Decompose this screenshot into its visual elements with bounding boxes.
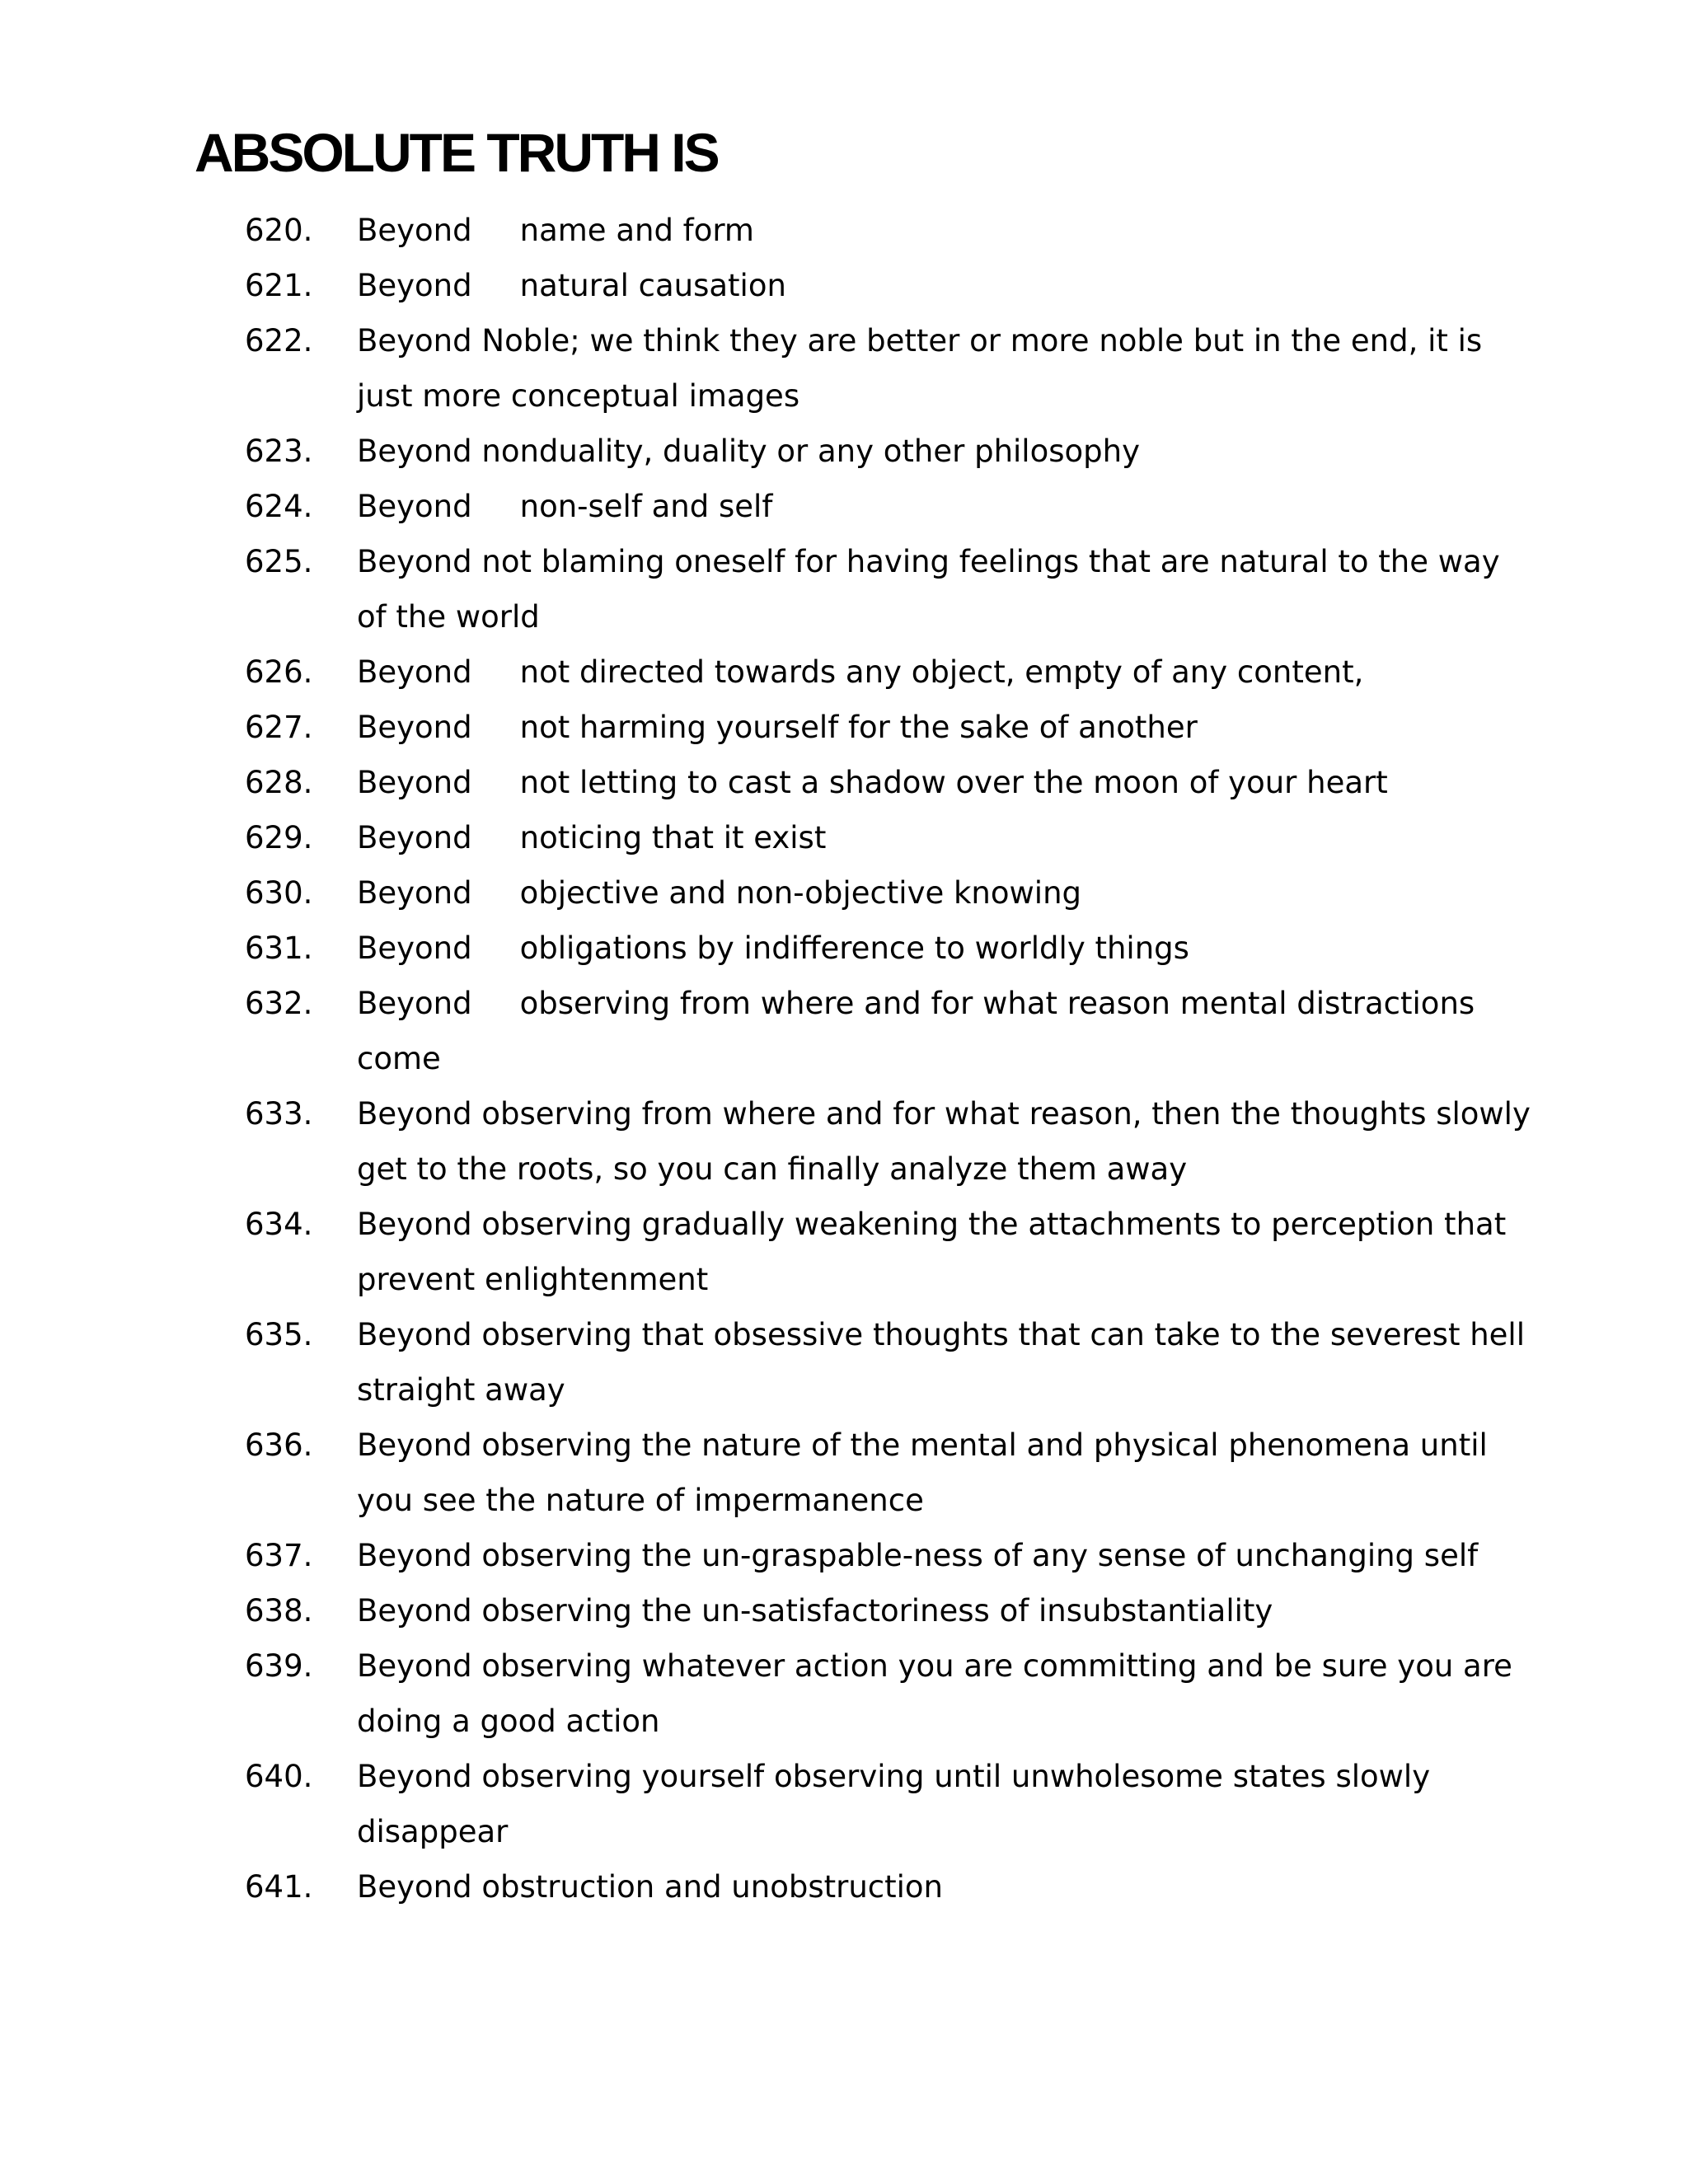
item-lead-word: Beyond bbox=[357, 434, 472, 469]
list-item bbox=[245, 644, 1531, 700]
item-text: observing the nature of the mental and physical phenomena until you see the nature of impermanence bbox=[357, 1427, 1488, 1518]
item-number: 628. bbox=[245, 765, 313, 800]
list-item bbox=[245, 1418, 1531, 1528]
item-text: not blaming oneself for having feelings that are natural to the way of the world bbox=[357, 544, 1500, 635]
list-item bbox=[245, 1583, 1531, 1638]
item-lead-word: Beyond bbox=[357, 986, 472, 1021]
item-lead-word: Beyond bbox=[357, 1759, 472, 1794]
item-number: 636. bbox=[245, 1427, 313, 1463]
item-lead-word: Beyond bbox=[357, 268, 472, 303]
list-item bbox=[245, 810, 1531, 865]
page-title: ABSOLUTE TRUTH IS bbox=[195, 122, 718, 183]
item-number: 626. bbox=[245, 654, 313, 690]
item-lead-word: Beyond bbox=[357, 765, 472, 800]
numbered-list bbox=[245, 203, 1531, 1915]
list-item bbox=[245, 1749, 1531, 1859]
list-item bbox=[245, 865, 1531, 921]
item-text: observing the un-satisfactoriness of insubstantiality bbox=[481, 1593, 1273, 1629]
item-lead-word: Beyond bbox=[357, 1427, 472, 1463]
list-item bbox=[245, 1859, 1531, 1915]
item-number: 624. bbox=[245, 489, 313, 524]
item-text: observing from where and for what reason mental distractions come bbox=[357, 986, 1475, 1076]
item-text: nonduality, duality or any other philosophy bbox=[481, 434, 1140, 469]
list-item bbox=[245, 203, 1531, 258]
list-item bbox=[245, 1307, 1531, 1418]
list-item bbox=[245, 1638, 1531, 1749]
item-number: 621. bbox=[245, 268, 313, 303]
item-lead-word: Beyond bbox=[357, 1207, 472, 1242]
item-text: observing yourself observing until unwholesome states slowly disappear bbox=[357, 1759, 1431, 1849]
item-number: 631. bbox=[245, 930, 313, 966]
item-text: observing gradually weakening the attachments to perception that prevent enlightenment bbox=[357, 1207, 1507, 1297]
item-lead-word: Beyond bbox=[357, 1317, 472, 1352]
item-lead-word: Beyond bbox=[357, 654, 472, 690]
list-item bbox=[245, 755, 1531, 810]
list-item bbox=[245, 976, 1531, 1086]
item-text: not harming yourself for the sake of another bbox=[519, 710, 1198, 745]
list-item bbox=[245, 1528, 1531, 1583]
list-item bbox=[245, 1197, 1531, 1307]
item-lead-word: Beyond bbox=[357, 710, 472, 745]
item-number: 622. bbox=[245, 323, 313, 359]
item-lead-word: Beyond bbox=[357, 1648, 472, 1684]
item-lead-word: Beyond bbox=[357, 1538, 472, 1573]
item-text: noticing that it exist bbox=[519, 820, 827, 855]
item-lead-word: Beyond bbox=[357, 875, 472, 911]
item-text: not directed towards any object, empty of any content, bbox=[519, 654, 1364, 690]
list-item bbox=[245, 921, 1531, 976]
item-number: 633. bbox=[245, 1096, 313, 1132]
item-number: 630. bbox=[245, 875, 313, 911]
item-text: observing from where and for what reason, then the thoughts slowly get to the roots, so you can finally analyze them away bbox=[357, 1096, 1531, 1187]
item-number: 627. bbox=[245, 710, 313, 745]
item-number: 639. bbox=[245, 1648, 313, 1684]
item-number: 632. bbox=[245, 986, 313, 1021]
list-item bbox=[245, 479, 1531, 534]
item-number: 629. bbox=[245, 820, 313, 855]
item-number: 640. bbox=[245, 1759, 313, 1794]
item-lead-word: Beyond bbox=[357, 1593, 472, 1629]
item-lead-word: Beyond bbox=[357, 1096, 472, 1132]
item-text: observing whatever action you are committing and be sure you are doing a good action bbox=[357, 1648, 1512, 1739]
item-text: name and form bbox=[519, 213, 754, 248]
item-text: obstruction and unobstruction bbox=[481, 1869, 943, 1905]
item-number: 623. bbox=[245, 434, 313, 469]
list-item bbox=[245, 1086, 1531, 1197]
item-number: 638. bbox=[245, 1593, 313, 1629]
list-item bbox=[245, 424, 1531, 479]
item-number: 641. bbox=[245, 1869, 313, 1905]
item-number: 637. bbox=[245, 1538, 313, 1573]
item-lead-word: Beyond bbox=[357, 489, 472, 524]
item-text: Noble; we think they are better or more noble but in the end, it is just more conceptual images bbox=[357, 323, 1483, 414]
item-lead-word: Beyond bbox=[357, 1869, 472, 1905]
list-item bbox=[245, 534, 1531, 644]
item-text: observing the un-graspable-ness of any sense of unchanging self bbox=[481, 1538, 1479, 1573]
item-text: non-self and self bbox=[519, 489, 773, 524]
item-number: 620. bbox=[245, 213, 313, 248]
item-lead-word: Beyond bbox=[357, 820, 472, 855]
item-number: 634. bbox=[245, 1207, 313, 1242]
item-number: 625. bbox=[245, 544, 313, 579]
item-lead-word: Beyond bbox=[357, 544, 472, 579]
item-text: observing that obsessive thoughts that can take to the severest hell straight away bbox=[357, 1317, 1525, 1408]
list-item bbox=[245, 700, 1531, 755]
item-lead-word: Beyond bbox=[357, 323, 472, 359]
item-text: natural causation bbox=[519, 268, 786, 303]
list-item bbox=[245, 258, 1531, 313]
item-text: objective and non-objective knowing bbox=[519, 875, 1081, 911]
list-item bbox=[245, 313, 1531, 424]
item-number: 635. bbox=[245, 1317, 313, 1352]
item-text: not letting to cast a shadow over the moon of your heart bbox=[519, 765, 1388, 800]
item-text: obligations by indifference to worldly things bbox=[519, 930, 1189, 966]
item-lead-word: Beyond bbox=[357, 213, 472, 248]
item-lead-word: Beyond bbox=[357, 930, 472, 966]
